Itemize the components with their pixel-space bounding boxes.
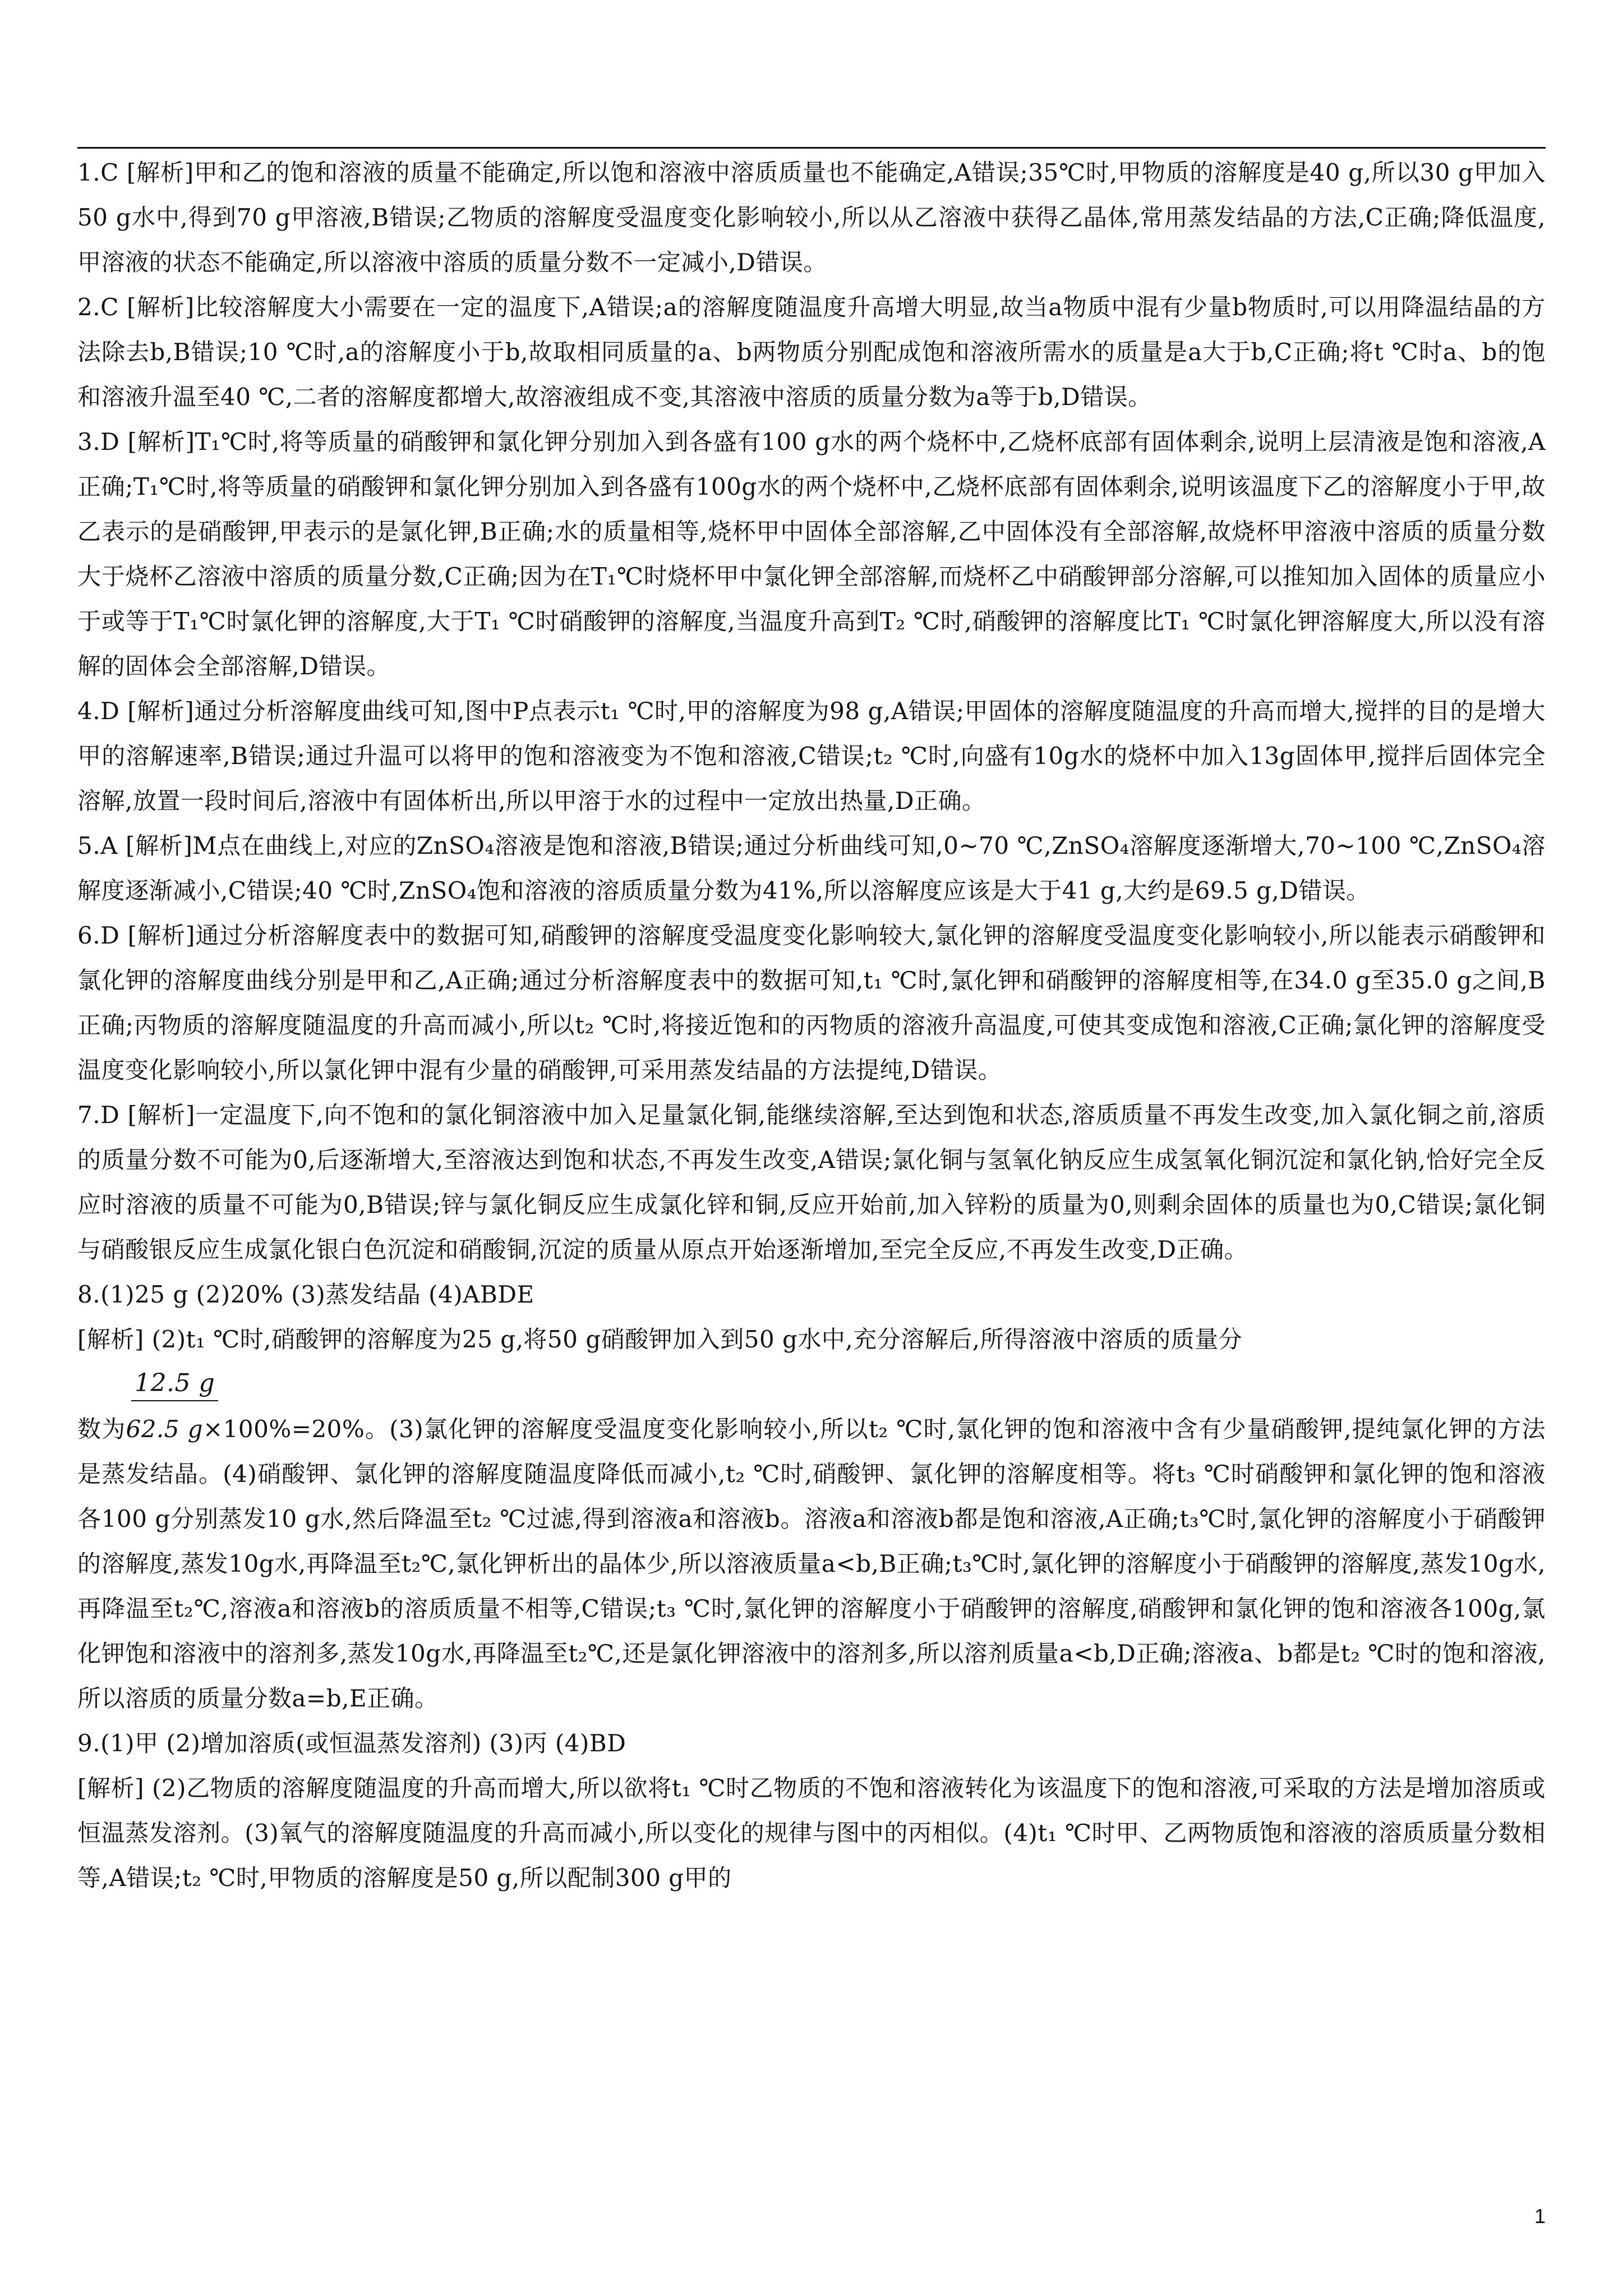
answer-3: 3.D [解析]T₁℃时,将等质量的硝酸钾和氯化钾分别加入到各盛有100 g水的两个烧杯中,乙烧杯底部有固体剩余,说明上层清液是饱和溶液,A正确;T₁℃时,将等质量的硝酸钾和氯化钾分别加入到各盛有100g水的两个烧杯中,乙烧杯底部有固体剩余,说明该温度下乙的溶解度小于甲,故乙表示的是硝酸钾,甲表示的是氯化钾,B正确;水的质量相等,烧杯甲中固体全部溶解,乙中固体没有全部溶解,故烧杯甲溶液中溶质的质量分数大于烧杯乙溶液中溶质的质量分数,C正确;因为在T₁℃时烧杯甲中氯化钾全部溶解,而烧杯乙中硝酸钾部分溶解,可以推知加入固体的质量应小于或等于T₁℃时氯化钾的溶解度,大于T₁ ℃时硝酸钾的溶解度,当温度升高到T₂ ℃时,硝酸钾的溶解度比T₁ ℃时氯化钾溶解度大,所以没有溶解的固体会全部溶解,D错误。 xyxy=(77,428,1546,680)
header-rule xyxy=(77,147,1546,149)
answer-2: 2.C [解析]比较溶解度大小需要在一定的温度下,A错误;a的溶解度随温度升高增大明显,故当a物质中混有少量b物质时,可以用降温结晶的方法除去b,B错误;10 ℃时,a的溶解度小于b,故取相同质量的a、b两物质分别配成饱和溶液所需水的质量是a大于b,C正确;将t ℃时a、b的饱和溶液升温至40 ℃,二者的溶解度都增大,故溶液组成不变,其溶液中溶质的质量分数为a等于b,D错误。 xyxy=(77,293,1546,411)
answer-4: 4.D [解析]通过分析溶解度曲线可知,图中P点表示t₁ ℃时,甲的溶解度为98 g,A错误;甲固体的溶解度随温度的升高而增大,搅拌的目的是增大甲的溶解速率,B错误;通过升温可以将甲的饱和溶液变为不饱和溶液,C错误;t₂ ℃时,向盛有10g水的烧杯中加入13g固体甲,搅拌后固体完全溶解,放置一段时间后,溶液中有固体析出,所以甲溶于水的过程中一定放出热量,D正确。 xyxy=(77,697,1546,815)
answer-9-analysis: [解析] (2)乙物质的溶解度随温度的升高而增大,所以欲将t₁ ℃时乙物质的不饱和溶液转化为该温度下的饱和溶液,可采取的方法是增加溶质或恒温蒸发溶剂。(3)氧气的溶解度随温度的升高而减小,所以变化的规律与图中的丙相似。(4)t₁ ℃时甲、乙两物质饱和溶液的溶质质量分数相等,A错误;t₂ ℃时,甲物质的溶解度是50 g,所以配制300 g甲的 xyxy=(77,1774,1546,1892)
fraction-denominator: 62.5 g xyxy=(126,1415,203,1443)
answer-8-analysis-start: [解析] (2)t₁ ℃时,硝酸钾的溶解度为25 g,将50 g硝酸钾加入到50 g水中,充分溶解后,所得溶液中溶质的质量分 xyxy=(77,1326,1243,1353)
fraction-prefix: 数为 xyxy=(77,1415,126,1443)
answer-1: 1.C [解析]甲和乙的饱和溶液的质量不能确定,所以饱和溶液中溶质质量也不能确定,A错误;35℃时,甲物质的溶解度是40 g,所以30 g甲加入50 g水中,得到70 g甲溶液,B错误;乙物质的溶解度受温度变化影响较小,所以从乙溶液中获得乙晶体,常用蒸发结晶的方法,C正确;降低温度,甲溶液的状态不能确定,所以溶液中溶质的质量分数不一定减小,D错误。 xyxy=(77,159,1546,276)
fraction-numerator: 12.5 g xyxy=(131,1368,218,1401)
answer-7: 7.D [解析]一定温度下,向不饱和的氯化铜溶液中加入足量氯化铜,能继续溶解,至达到饱和状态,溶质质量不再发生改变,加入氯化铜之前,溶质的质量分数不可能为0,后逐渐增大,至溶液达到饱和状态,不再发生改变,A错误;氯化铜与氢氧化钠反应生成氢氧化铜沉淀和氯化钠,恰好完全反应时溶液的质量不可能为0,B错误;锌与氯化铜反应生成氯化锌和铜,反应开始前,加入锌粉的质量为0,则剩余固体的质量也为0,C错误;氯化铜与硝酸银反应生成氯化银白色沉淀和硝酸铜,沉淀的质量从原点开始逐渐增加,至完全反应,不再发生改变,D正确。 xyxy=(77,1101,1546,1263)
answer-6: 6.D [解析]通过分析溶解度表中的数据可知,硝酸钾的溶解度受温度变化影响较大,氯化钾的溶解度受温度变化影响较小,所以能表示硝酸钾和氯化钾的溶解度曲线分别是甲和乙,A正确;通过分析溶解度表中的数据可知,t₁ ℃时,氯化钾和硝酸钾的溶解度相等,在34.0 g至35.0 g之间,B正确;丙物质的溶解度随温度的升高而减小,所以t₂ ℃时,将接近饱和的丙物质的溶液升高温度,可使其变成饱和溶液,C正确;氯化钾的溶解度受温度变化影响较小,所以氯化钾中混有少量的硝酸钾,可采用蒸发结晶的方法提纯,D错误。 xyxy=(77,922,1546,1084)
answer-9-summary: 9.(1)甲 (2)增加溶质(或恒温蒸发溶剂) (3)丙 (4)BD xyxy=(77,1729,626,1757)
answer-5: 5.A [解析]M点在曲线上,对应的ZnSO₄溶液是饱和溶液,B错误;通过分析曲线可知,0~70 ℃,ZnSO₄溶解度逐渐增大,70~100 ℃,ZnSO₄溶解度逐渐减小,C错误;40 ℃时,ZnSO₄饱和溶液的溶质质量分数为41%,所以溶解度应该是大于41 g,大约是69.5 g,D错误。 xyxy=(77,832,1546,904)
page-number: 1 xyxy=(1534,2205,1546,2228)
fraction-numerator-row xyxy=(77,1362,1546,1407)
answer-8-analysis-cont xyxy=(77,1407,1546,1721)
answer-8-summary: 8.(1)25 g (2)20% (3)蒸发结晶 (4)ABDE xyxy=(77,1281,534,1308)
answer-body xyxy=(77,150,1546,1901)
fraction-suffix: ×100%=20%。(3)氯化钾的溶解度受温度变化影响较小,所以t₂ ℃时,氯化钾的饱和溶液中含有少量硝酸钾,提纯氯化钾的方法是蒸发结晶。(4)硝酸钾、氯化钾的溶解度随温度降低而减小,t₂ ℃时,硝酸钾、氯化钾的溶解度相等。将t₃ ℃时硝酸钾和氯化钾的饱和溶液各100 g分别蒸发10 g水,然后降温至t₂ ℃过滤,得到溶液a和溶液b。溶液a和溶液b都是饱和溶液,A正确;t₃℃时,氯化钾的溶解度小于硝酸钾的溶解度,蒸发10g水,再降温至t₂℃,氯化钾析出的晶体少,所以溶液质量a<b,B正确;t₃℃时,氯化钾的溶解度小于硝酸钾的溶解度,蒸发10g水,再降温至t₂℃,溶液a和溶液b的溶质质量不相等,C错误;t₃ ℃时,氯化钾的溶解度小于硝酸钾的溶解度,硝酸钾和氯化钾的饱和溶液各100g,氯化钾饱和溶液中的溶剂多,蒸发10g水,再降温至t₂℃,还是氯化钾溶液中的溶剂多,所以溶剂质量a<b,D正确;溶液a、b都是t₂ ℃时的饱和溶液,所以溶质的质量分数a=b,E正确。 xyxy=(77,1415,1546,1712)
